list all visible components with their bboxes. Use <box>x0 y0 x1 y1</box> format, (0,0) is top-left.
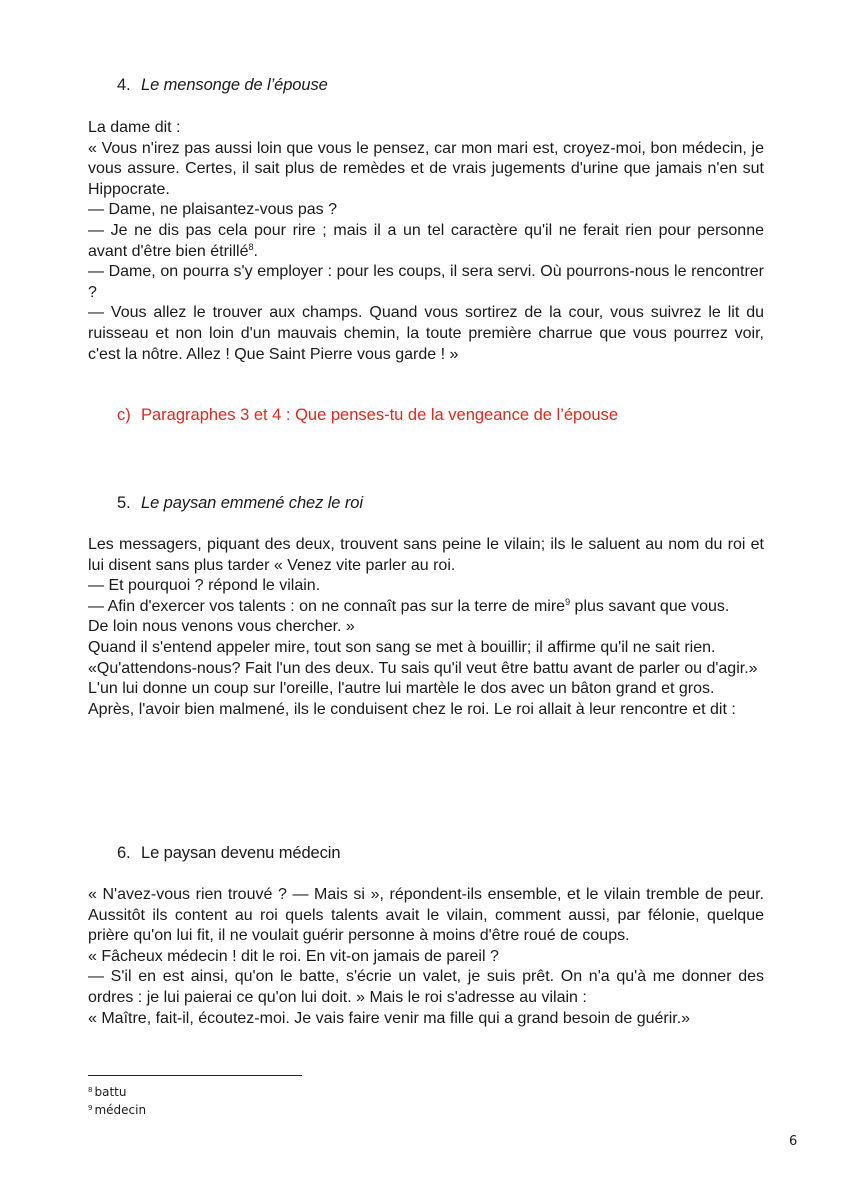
page-number: 6 <box>789 1134 798 1149</box>
line-text: — Je ne dis pas cela pour rire ; mais il a un tel caractère qu'il ne ferait rien pour personne avant d'être bien étrillé <box>88 221 764 260</box>
section-6-heading <box>117 844 340 863</box>
question-label: c) <box>117 406 131 424</box>
section-title: Le paysan emmené chez le roi <box>141 494 363 512</box>
section-number: 4. <box>117 76 131 94</box>
line-text-end: . <box>253 242 258 260</box>
paragraph-line: Quand il s'entend appeler mire, tout son sang se met à bouillir; il affirme qu'il ne sait rien. <box>88 638 716 656</box>
section-4-text <box>88 118 764 365</box>
question-text: Paragraphes 3 et 4 : Que penses-tu de la vengeance de l’épouse <box>141 406 619 424</box>
footnote-mark: 9 <box>88 1104 93 1112</box>
section-title: Le mensonge de l’épouse <box>141 76 328 94</box>
footnote-text: battu <box>94 1085 127 1099</box>
paragraph-line <box>88 597 764 618</box>
paragraph-line: — S'il en est ainsi, qu'on le batte, s'écrie un valet, je suis prêt. On n'a qu'à me donner des ordres : je lui paierai ce qu'on lui doit. » Mais le roi s'adresse au vilain : <box>88 968 764 1006</box>
footnote <box>88 1103 146 1117</box>
section-5-text <box>88 535 764 720</box>
section-5-heading <box>117 494 363 513</box>
footnote-text: médecin <box>94 1103 147 1117</box>
paragraph-line: Après, l'avoir bien malmené, ils le conduisent chez le roi. Le roi allait à leur rencontre et dit : <box>88 700 736 718</box>
section-number: 6. <box>117 844 131 862</box>
paragraph-line: « Maître, fait-il, écoutez-moi. Je vais faire venir ma fille qui a grand besoin de guérir.» <box>88 1009 691 1027</box>
footnote-ref: 9 <box>565 596 571 607</box>
line-text-end: plus savant que vous. <box>570 597 730 615</box>
section-title: Le paysan devenu médecin <box>141 844 341 862</box>
footnote-mark: 8 <box>88 1086 93 1094</box>
paragraph-line: « Vous n'irez pas aussi loin que vous le pensez, car mon mari est, croyez-moi, bon médecin, je vous assure. Certes, il sait plus de remèdes et de vrais jugements d'urine que jamais n'en sut Hippocrate. <box>88 139 764 198</box>
question-c <box>117 406 618 425</box>
footnote-separator <box>88 1075 302 1076</box>
paragraph-line: « Fâcheux médecin ! dit le roi. En vit-on jamais de pareil ? <box>88 947 499 965</box>
paragraph-line: La dame dit : <box>88 119 181 136</box>
paragraph-line: « N'avez-vous rien trouvé ? — Mais si », répondent-ils ensemble, et le vilain tremble de peur. Aussitôt ils content au roi quels talents avait le vilain, comment aussi, par félonie, quelque prière qu'on lui fit, il ne voulait guérir personne à moins d'être roué de coups. <box>88 886 764 945</box>
line-text: — Afin d'exercer vos talents : on ne connaît pas sur la terre de mire <box>88 597 566 615</box>
paragraph-line: — Vous allez le trouver aux champs. Quand vous sortirez de la cour, vous suivrez le lit du ruisseau et non loin d'un mauvais chemin, la toute première charrue que vous pourrez voir, c'est la nôtre. Allez ! Que Saint Pierre vous garde ! » <box>88 304 764 363</box>
section-6-text <box>88 885 764 1029</box>
paragraph-line: De loin nous venons vous chercher. » <box>88 618 355 636</box>
paragraph-line: — Et pourquoi ? répond le vilain. <box>88 577 321 595</box>
footnote <box>88 1085 126 1099</box>
section-4-heading <box>117 76 328 95</box>
paragraph-line <box>88 221 764 262</box>
footnote-ref: 8 <box>248 241 254 252</box>
paragraph-line: Les messagers, piquant des deux, trouvent sans peine le vilain; ils le saluent au nom du roi et lui disent sans plus tarder « Venez vite parler au roi. <box>88 536 764 574</box>
section-number: 5. <box>117 494 131 512</box>
paragraph-line: L'un lui donne un coup sur l'oreille, l'autre lui martèle le dos avec un bâton grand et gros. <box>88 680 715 698</box>
paragraph-line: «Qu'attendons-nous? Fait l'un des deux. Tu sais qu'il veut être battu avant de parler ou d'agir.» <box>88 659 758 677</box>
paragraph-line: — Dame, on pourra s'y employer : pour les coups, il sera servi. Où pourrons-nous le rencontrer ? <box>88 263 764 301</box>
paragraph-line: — Dame, ne plaisantez-vous pas ? <box>88 201 338 219</box>
